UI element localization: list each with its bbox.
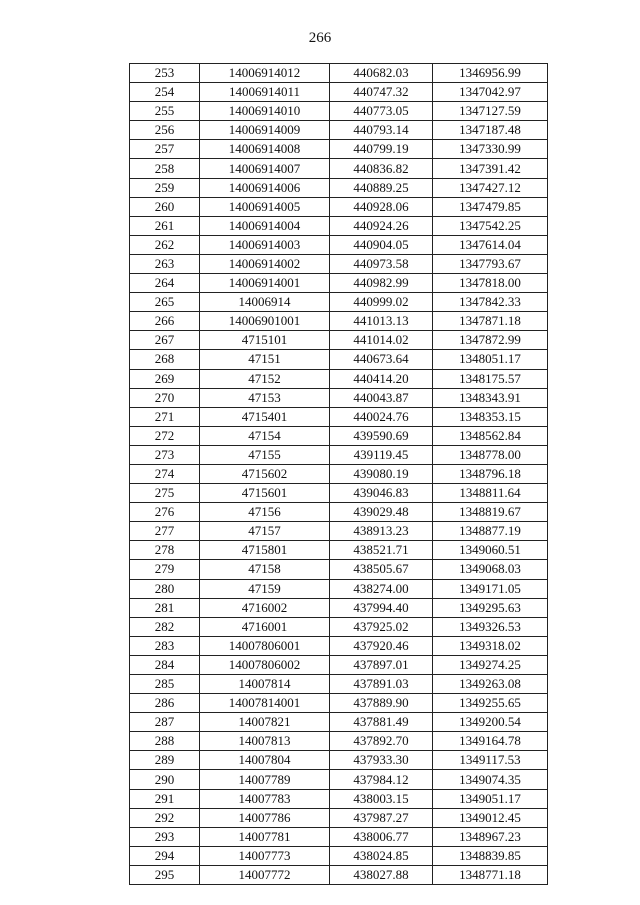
table-row	[130, 350, 548, 369]
point-id-cell: 14006914011	[200, 83, 330, 102]
x-coordinate-cell: 440793.14	[330, 121, 433, 140]
y-coordinate-cell: 1347818.00	[433, 274, 548, 293]
table-row	[130, 675, 548, 694]
row-number-cell: 286	[130, 694, 200, 713]
row-number-cell: 265	[130, 293, 200, 312]
point-id-cell: 14007814	[200, 675, 330, 694]
y-coordinate-cell: 1347479.85	[433, 197, 548, 216]
row-number-cell: 290	[130, 770, 200, 789]
row-number-cell: 278	[130, 541, 200, 560]
row-number-cell: 268	[130, 350, 200, 369]
x-coordinate-cell: 440904.05	[330, 235, 433, 254]
y-coordinate-cell: 1347391.42	[433, 159, 548, 178]
point-id-cell: 14006914010	[200, 102, 330, 121]
x-coordinate-cell: 438024.85	[330, 846, 433, 865]
point-id-cell: 14007806001	[200, 636, 330, 655]
x-coordinate-cell: 438274.00	[330, 579, 433, 598]
point-id-cell: 4715801	[200, 541, 330, 560]
x-coordinate-cell: 440414.20	[330, 369, 433, 388]
row-number-cell: 295	[130, 865, 200, 884]
point-id-cell: 14007821	[200, 713, 330, 732]
row-number-cell: 285	[130, 675, 200, 694]
table-row	[130, 636, 548, 655]
y-coordinate-cell: 1349318.02	[433, 636, 548, 655]
row-number-cell: 284	[130, 655, 200, 674]
row-number-cell: 282	[130, 617, 200, 636]
table-row	[130, 369, 548, 388]
y-coordinate-cell: 1349051.17	[433, 789, 548, 808]
page-number: 266	[308, 30, 332, 46]
y-coordinate-cell: 1347330.99	[433, 140, 548, 159]
table-row	[130, 789, 548, 808]
x-coordinate-cell: 439590.69	[330, 426, 433, 445]
point-id-cell: 47153	[200, 388, 330, 407]
point-id-cell: 47151	[200, 350, 330, 369]
table-row	[130, 808, 548, 827]
y-coordinate-cell: 1348562.84	[433, 426, 548, 445]
table-row	[130, 484, 548, 503]
table-row	[130, 694, 548, 713]
row-number-cell: 271	[130, 407, 200, 426]
row-number-cell: 270	[130, 388, 200, 407]
x-coordinate-cell: 440043.87	[330, 388, 433, 407]
y-coordinate-cell: 1347542.25	[433, 216, 548, 235]
point-id-cell: 4716002	[200, 598, 330, 617]
table-row	[130, 64, 548, 83]
y-coordinate-cell: 1347871.18	[433, 312, 548, 331]
x-coordinate-cell: 437892.70	[330, 732, 433, 751]
point-id-cell: 47154	[200, 426, 330, 445]
point-id-cell: 14006914002	[200, 254, 330, 273]
x-coordinate-cell: 437891.03	[330, 675, 433, 694]
point-id-cell: 47158	[200, 560, 330, 579]
row-number-cell: 281	[130, 598, 200, 617]
table-row	[130, 751, 548, 770]
y-coordinate-cell: 1349074.35	[433, 770, 548, 789]
x-coordinate-cell: 441014.02	[330, 331, 433, 350]
point-id-cell: 4716001	[200, 617, 330, 636]
y-coordinate-cell: 1349326.53	[433, 617, 548, 636]
point-id-cell: 14006914008	[200, 140, 330, 159]
point-id-cell: 14006914009	[200, 121, 330, 140]
y-coordinate-cell: 1349012.45	[433, 808, 548, 827]
row-number-cell: 259	[130, 178, 200, 197]
point-id-cell: 47156	[200, 503, 330, 522]
point-id-cell: 47155	[200, 445, 330, 464]
table-row	[130, 713, 548, 732]
row-number-cell: 280	[130, 579, 200, 598]
x-coordinate-cell: 437933.30	[330, 751, 433, 770]
table-row	[130, 464, 548, 483]
y-coordinate-cell: 1349068.03	[433, 560, 548, 579]
y-coordinate-cell: 1348877.19	[433, 522, 548, 541]
y-coordinate-cell: 1348796.18	[433, 464, 548, 483]
y-coordinate-cell: 1349171.05	[433, 579, 548, 598]
table-row	[130, 121, 548, 140]
row-number-cell: 254	[130, 83, 200, 102]
point-id-cell: 14007789	[200, 770, 330, 789]
y-coordinate-cell: 1349255.65	[433, 694, 548, 713]
y-coordinate-cell: 1347127.59	[433, 102, 548, 121]
row-number-cell: 256	[130, 121, 200, 140]
x-coordinate-cell: 439080.19	[330, 464, 433, 483]
table-row	[130, 216, 548, 235]
row-number-cell: 273	[130, 445, 200, 464]
table-row	[130, 83, 548, 102]
y-coordinate-cell: 1347427.12	[433, 178, 548, 197]
table-row	[130, 331, 548, 350]
table-row	[130, 579, 548, 598]
point-id-cell: 4715401	[200, 407, 330, 426]
table-row	[130, 159, 548, 178]
y-coordinate-cell: 1348819.67	[433, 503, 548, 522]
table-row	[130, 445, 548, 464]
coordinates-table-body	[130, 64, 548, 885]
row-number-cell: 289	[130, 751, 200, 770]
point-id-cell: 14007804	[200, 751, 330, 770]
x-coordinate-cell: 437925.02	[330, 617, 433, 636]
table-row	[130, 293, 548, 312]
x-coordinate-cell: 440799.19	[330, 140, 433, 159]
coordinates-table	[129, 63, 548, 885]
point-id-cell: 14007813	[200, 732, 330, 751]
y-coordinate-cell: 1348771.18	[433, 865, 548, 884]
table-row	[130, 274, 548, 293]
y-coordinate-cell: 1347793.67	[433, 254, 548, 273]
y-coordinate-cell: 1349295.63	[433, 598, 548, 617]
x-coordinate-cell: 437920.46	[330, 636, 433, 655]
table-row	[130, 846, 548, 865]
x-coordinate-cell: 440999.02	[330, 293, 433, 312]
table-row	[130, 541, 548, 560]
x-coordinate-cell: 437994.40	[330, 598, 433, 617]
point-id-cell: 4715602	[200, 464, 330, 483]
row-number-cell: 288	[130, 732, 200, 751]
row-number-cell: 272	[130, 426, 200, 445]
y-coordinate-cell: 1347872.99	[433, 331, 548, 350]
table-row	[130, 827, 548, 846]
x-coordinate-cell: 439029.48	[330, 503, 433, 522]
y-coordinate-cell: 1347042.97	[433, 83, 548, 102]
y-coordinate-cell: 1349200.54	[433, 713, 548, 732]
table-row	[130, 254, 548, 273]
row-number-cell: 257	[130, 140, 200, 159]
row-number-cell: 260	[130, 197, 200, 216]
table-row	[130, 407, 548, 426]
x-coordinate-cell: 440773.05	[330, 102, 433, 121]
table-row	[130, 503, 548, 522]
row-number-cell: 287	[130, 713, 200, 732]
point-id-cell: 14007783	[200, 789, 330, 808]
y-coordinate-cell: 1347187.48	[433, 121, 548, 140]
table-row	[130, 655, 548, 674]
table-row	[130, 560, 548, 579]
table-row	[130, 732, 548, 751]
table-row	[130, 197, 548, 216]
x-coordinate-cell: 440747.32	[330, 83, 433, 102]
row-number-cell: 269	[130, 369, 200, 388]
point-id-cell: 47159	[200, 579, 330, 598]
row-number-cell: 292	[130, 808, 200, 827]
x-coordinate-cell: 440982.99	[330, 274, 433, 293]
point-id-cell: 14007772	[200, 865, 330, 884]
x-coordinate-cell: 437889.90	[330, 694, 433, 713]
row-number-cell: 258	[130, 159, 200, 178]
point-id-cell: 14006914001	[200, 274, 330, 293]
row-number-cell: 255	[130, 102, 200, 121]
x-coordinate-cell: 438003.15	[330, 789, 433, 808]
table-row	[130, 598, 548, 617]
y-coordinate-cell: 1349117.53	[433, 751, 548, 770]
x-coordinate-cell: 440024.76	[330, 407, 433, 426]
x-coordinate-cell: 438913.23	[330, 522, 433, 541]
point-id-cell: 14006914006	[200, 178, 330, 197]
table-row	[130, 102, 548, 121]
point-id-cell: 14007806002	[200, 655, 330, 674]
x-coordinate-cell: 438006.77	[330, 827, 433, 846]
row-number-cell: 294	[130, 846, 200, 865]
row-number-cell: 283	[130, 636, 200, 655]
y-coordinate-cell: 1347842.33	[433, 293, 548, 312]
y-coordinate-cell: 1348811.64	[433, 484, 548, 503]
y-coordinate-cell: 1349164.78	[433, 732, 548, 751]
point-id-cell: 14006914	[200, 293, 330, 312]
row-number-cell: 263	[130, 254, 200, 273]
x-coordinate-cell: 440836.82	[330, 159, 433, 178]
y-coordinate-cell: 1348778.00	[433, 445, 548, 464]
y-coordinate-cell: 1348051.17	[433, 350, 548, 369]
table-row	[130, 770, 548, 789]
row-number-cell: 274	[130, 464, 200, 483]
point-id-cell: 14006914003	[200, 235, 330, 254]
row-number-cell: 293	[130, 827, 200, 846]
y-coordinate-cell: 1348353.15	[433, 407, 548, 426]
x-coordinate-cell: 439119.45	[330, 445, 433, 464]
y-coordinate-cell: 1349274.25	[433, 655, 548, 674]
row-number-cell: 261	[130, 216, 200, 235]
x-coordinate-cell: 440924.26	[330, 216, 433, 235]
point-id-cell: 14006914005	[200, 197, 330, 216]
y-coordinate-cell: 1348839.85	[433, 846, 548, 865]
table-row	[130, 617, 548, 636]
point-id-cell: 14006914004	[200, 216, 330, 235]
row-number-cell: 279	[130, 560, 200, 579]
row-number-cell: 266	[130, 312, 200, 331]
y-coordinate-cell: 1348343.91	[433, 388, 548, 407]
point-id-cell: 14007786	[200, 808, 330, 827]
point-id-cell: 14007781	[200, 827, 330, 846]
row-number-cell: 275	[130, 484, 200, 503]
row-number-cell: 267	[130, 331, 200, 350]
x-coordinate-cell: 438521.71	[330, 541, 433, 560]
table-row	[130, 426, 548, 445]
y-coordinate-cell: 1349263.08	[433, 675, 548, 694]
point-id-cell: 14007773	[200, 846, 330, 865]
point-id-cell: 4715101	[200, 331, 330, 350]
x-coordinate-cell: 440673.64	[330, 350, 433, 369]
table-row	[130, 235, 548, 254]
row-number-cell: 253	[130, 64, 200, 83]
x-coordinate-cell: 437897.01	[330, 655, 433, 674]
table-row	[130, 388, 548, 407]
x-coordinate-cell: 441013.13	[330, 312, 433, 331]
row-number-cell: 291	[130, 789, 200, 808]
table-row	[130, 522, 548, 541]
point-id-cell: 14006901001	[200, 312, 330, 331]
x-coordinate-cell: 437984.12	[330, 770, 433, 789]
table-row	[130, 140, 548, 159]
y-coordinate-cell: 1346956.99	[433, 64, 548, 83]
y-coordinate-cell: 1348175.57	[433, 369, 548, 388]
x-coordinate-cell: 438505.67	[330, 560, 433, 579]
point-id-cell: 14006914007	[200, 159, 330, 178]
point-id-cell: 4715601	[200, 484, 330, 503]
table-row	[130, 312, 548, 331]
row-number-cell: 276	[130, 503, 200, 522]
x-coordinate-cell: 440928.06	[330, 197, 433, 216]
row-number-cell: 277	[130, 522, 200, 541]
point-id-cell: 47152	[200, 369, 330, 388]
point-id-cell: 14006914012	[200, 64, 330, 83]
x-coordinate-cell: 440973.58	[330, 254, 433, 273]
x-coordinate-cell: 440682.03	[330, 64, 433, 83]
x-coordinate-cell: 439046.83	[330, 484, 433, 503]
x-coordinate-cell: 440889.25	[330, 178, 433, 197]
row-number-cell: 264	[130, 274, 200, 293]
x-coordinate-cell: 437987.27	[330, 808, 433, 827]
x-coordinate-cell: 437881.49	[330, 713, 433, 732]
x-coordinate-cell: 438027.88	[330, 865, 433, 884]
row-number-cell: 262	[130, 235, 200, 254]
point-id-cell: 14007814001	[200, 694, 330, 713]
y-coordinate-cell: 1348967.23	[433, 827, 548, 846]
y-coordinate-cell: 1347614.04	[433, 235, 548, 254]
point-id-cell: 47157	[200, 522, 330, 541]
y-coordinate-cell: 1349060.51	[433, 541, 548, 560]
table-row	[130, 178, 548, 197]
table-row	[130, 865, 548, 884]
